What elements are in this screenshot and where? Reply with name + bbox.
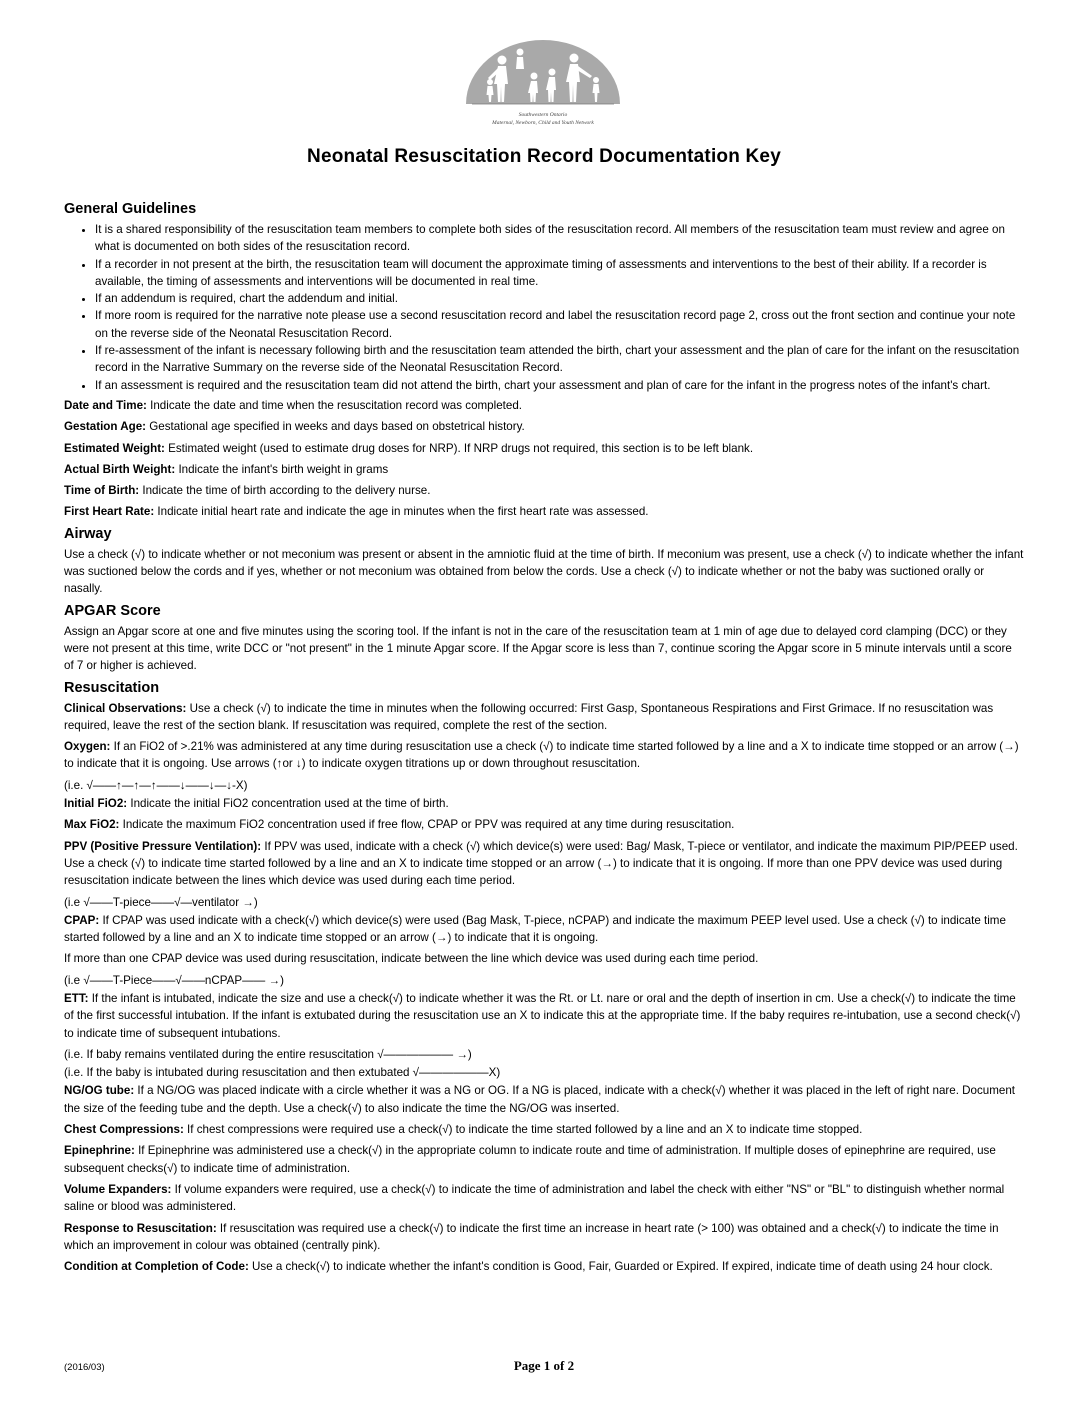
apgar-heading: APGAR Score — [64, 602, 161, 619]
family-logo-icon — [462, 38, 624, 132]
form-revision-code: (2016/03) — [64, 1362, 105, 1373]
resuscitation-items — [64, 700, 1024, 1276]
field-date-time: Date and Time: Indicate the date and time when the resuscitation record was completed. — [64, 398, 522, 412]
resuscitation-item: Epinephrine: If Epinephrine was administered use a check(√) in the appropriate column to indicate route and time of administration. If multiple doses of epinephrine are required, use subsequent checks(√) to indicate time of administration. — [64, 1144, 996, 1175]
general-guidelines-heading: General Guidelines — [64, 201, 197, 217]
svg-text:Southwestern Ontario: Southwestern Ontario — [518, 112, 568, 118]
list-item: • If an addendum is required, chart the addendum and initial. — [95, 290, 1024, 307]
field-first-heart-rate: First Heart Rate: Indicate initial heart rate and indicate the age in minutes when the first heart rate was assessed. — [64, 505, 649, 519]
list-item: • It is a shared responsibility of the resuscitation team members to complete both sides of the resuscitation record. All members of the resuscitation team must review and agree on what is documented on both sides of the resuscitation record. — [95, 221, 1024, 256]
resuscitation-item: Volume Expanders: If volume expanders were required, use a check(√) to indicate the time of administration and label the check with either "NS" or "BL" to distinguish whether normal saline or blood was administered. — [64, 1182, 1005, 1214]
apgar-text: Assign an Apgar score at one and five minutes using the scoring tool. If the infant is not in the care of the resuscitation team at 1 min of age due to delayed cord clamping (DCC) or they were not present at this time, write DCC or "not present" in the 1 minute Apgar score. If the Apgar score is less than 7, continue scoring the Apgar score in 5 minute intervals until a score of 7 or higher is achieved. — [64, 624, 1012, 673]
resuscitation-item: (i.e √——T-piece——√—ventilator →) — [64, 895, 258, 909]
resuscitation-item: Response to Resuscitation: If resuscitation was required use a check(√) to indicate the first time an increase in heart rate (> 100) was obtained and a check(√) to indicate the time in which an improvement in colour was obtained (centrally pink). — [64, 1221, 999, 1252]
resuscitation-item: (i.e. If baby remains ventilated during the entire resuscitation √—————— →) — [64, 1047, 472, 1061]
svg-text:Maternal, Newborn, Child and Y: Maternal, Newborn, Child and Youth Network — [492, 120, 594, 126]
field-actual-birth-weight: Actual Birth Weight: Indicate the infant's birth weight in grams — [64, 462, 389, 476]
resuscitation-item: (i.e. If the baby is intubated during resuscitation and then extubated √——————X) — [64, 1066, 501, 1080]
resuscitation-item: NG/OG tube: If a NG/OG was placed indicate with a circle whether it was a NG or OG. If a NG is placed, indicate with a check(√) whether it was placed in the left of right nare. Document the size of the feeding tube and the depth. Use a check(√) to also indicate the time the NG/OG was inserted. — [64, 1084, 1015, 1115]
airway-text: Use a check (√) to indicate whether or not meconium was present or absent in the amniotic fluid at the time of birth. If meconium was present, use a check (√) to indicate whether the infant was suctioned below the cords and if yes, whether or not meconium was obtained from below the cords. Use a check (√) to indicate whether or not the baby was suctioned orally or nasally. — [64, 547, 1024, 596]
resuscitation-item: ETT: If the infant is intubated, indicate the size and use a check(√) to indicate whether it was the Rt. or Lt. nare or oral and the depth of insertion in cm. Use a check(√) to indicate the time of the first successful intubation. If the infant is extubated during the resuscitation use an X to indicate this at the appropriate time. If the baby requires re-intubation, use a second check(√) to indicate time of subsequent intubations. — [64, 991, 1021, 1040]
page-number: Page 1 of 2 — [513, 1358, 575, 1373]
field-gestation-age: Gestation Age: Gestational age specified in weeks and days based on obstetrical history. — [64, 420, 525, 434]
document-title: Neonatal Resuscitation Record Documentation Key — [307, 146, 781, 167]
resuscitation-item: Clinical Observations: Use a check (√) to indicate the time in minutes when the following occurred: First Gasp, Spontaneous Respirations and First Grimace. If no resuscitation was required, leave the rest of the section blank. If resuscitation was required, complete the rest of the section. — [64, 701, 994, 732]
airway-heading: Airway — [64, 525, 112, 542]
list-item: • If more room is required for the narrative note please use a second resuscitation record and label the resuscitation record page 2, cross out the front section and continue your note on the reverse side of the Neonatal Resuscitation Record. — [95, 307, 1024, 342]
resuscitation-item: CPAP: If CPAP was used indicate with a check(√) which device(s) were used (Bag Mask, T-piece, nCPAP) and indicate the maximum PEEP level used. Use a check (√) to indicate time started followed by a line and an X to indicate time stopped or an arrow (→) to indicate that it is ongoing. — [64, 913, 1006, 945]
resuscitation-item: Max FiO2: Indicate the maximum FiO2 concentration used if free flow, CPAP or PPV was required at any time during resuscitation. — [64, 818, 735, 832]
resuscitation-item: (i.e. √——↑—↑—↑——↓——↓—↓-X) — [64, 778, 248, 792]
resuscitation-heading: Resuscitation — [64, 679, 160, 696]
resuscitation-item: (i.e √——T-Piece——√——nCPAP—— →) — [64, 973, 284, 987]
list-item: • If re-assessment of the infant is necessary following birth and the resuscitation team attended the birth, chart your assessment and the plan of care for the infant on the resuscitation record in the Narrative Summary on the reverse side of the Neonatal Resuscitation Record. — [95, 342, 1024, 377]
list-item: • If an assessment is required and the resuscitation team did not attend the birth, chart your assessment and plan of care for the infant in the progress notes of the infant's chart. — [95, 377, 1024, 394]
network-logo — [462, 38, 624, 132]
field-estimated-weight: Estimated Weight: Estimated weight (used to estimate drug doses for NRP). If NRP drugs not required, this section is to be left blank. — [64, 441, 754, 455]
resuscitation-item: Condition at Completion of Code: Use a check(√) to indicate whether the infant's condition is Good, Fair, Guarded or Expired. If expired, indicate time of death using 24 hour clock. — [64, 1260, 993, 1274]
field-time-of-birth: Time of Birth: Indicate the time of birth according to the delivery nurse. — [64, 484, 431, 498]
resuscitation-item: Initial FiO2: Indicate the initial FiO2 concentration used at the time of birth. — [64, 797, 449, 811]
resuscitation-item: Oxygen: If an FiO2 of >.21% was administered at any time during resuscitation use a check (√) to indicate time started followed by a line and a X to indicate time stopped or an arrow (→) to indicate that it is ongoing. Use arrows (↑or ↓) to indicate oxygen titrations up or down throughout resuscitation. — [64, 740, 1019, 771]
general-guidelines-list — [64, 221, 1024, 394]
resuscitation-item: Chest Compressions: If chest compressions were required use a check(√) to indicate the time started followed by a line and an X to indicate time stopped. — [64, 1123, 863, 1137]
document-body — [64, 196, 1024, 1279]
resuscitation-item: PPV (Positive Pressure Ventilation): If PPV was used, indicate with a check (√) which device(s) were used: Bag/ Mask, T-piece or ventilator, and indicate the maximum PIP/PEEP used. Use a check (√) to indicate time started followed by a line and an X to indicate time stopped or an arrow (→) to indicate that it is ongoing. If more than one PPV device was used during resuscitation indicate between the lines which device was used during each time period. — [64, 839, 1018, 888]
resuscitation-item: If more than one CPAP device was used during resuscitation, indicate between the line which device was used during each time period. — [64, 952, 759, 966]
list-item: • If a recorder in not present at the birth, the resuscitation team will document the approximate timing of assessments and interventions to the best of their ability. If a recorder is available, the timing of assessments and interventions will be documented in real time. — [95, 256, 1024, 291]
